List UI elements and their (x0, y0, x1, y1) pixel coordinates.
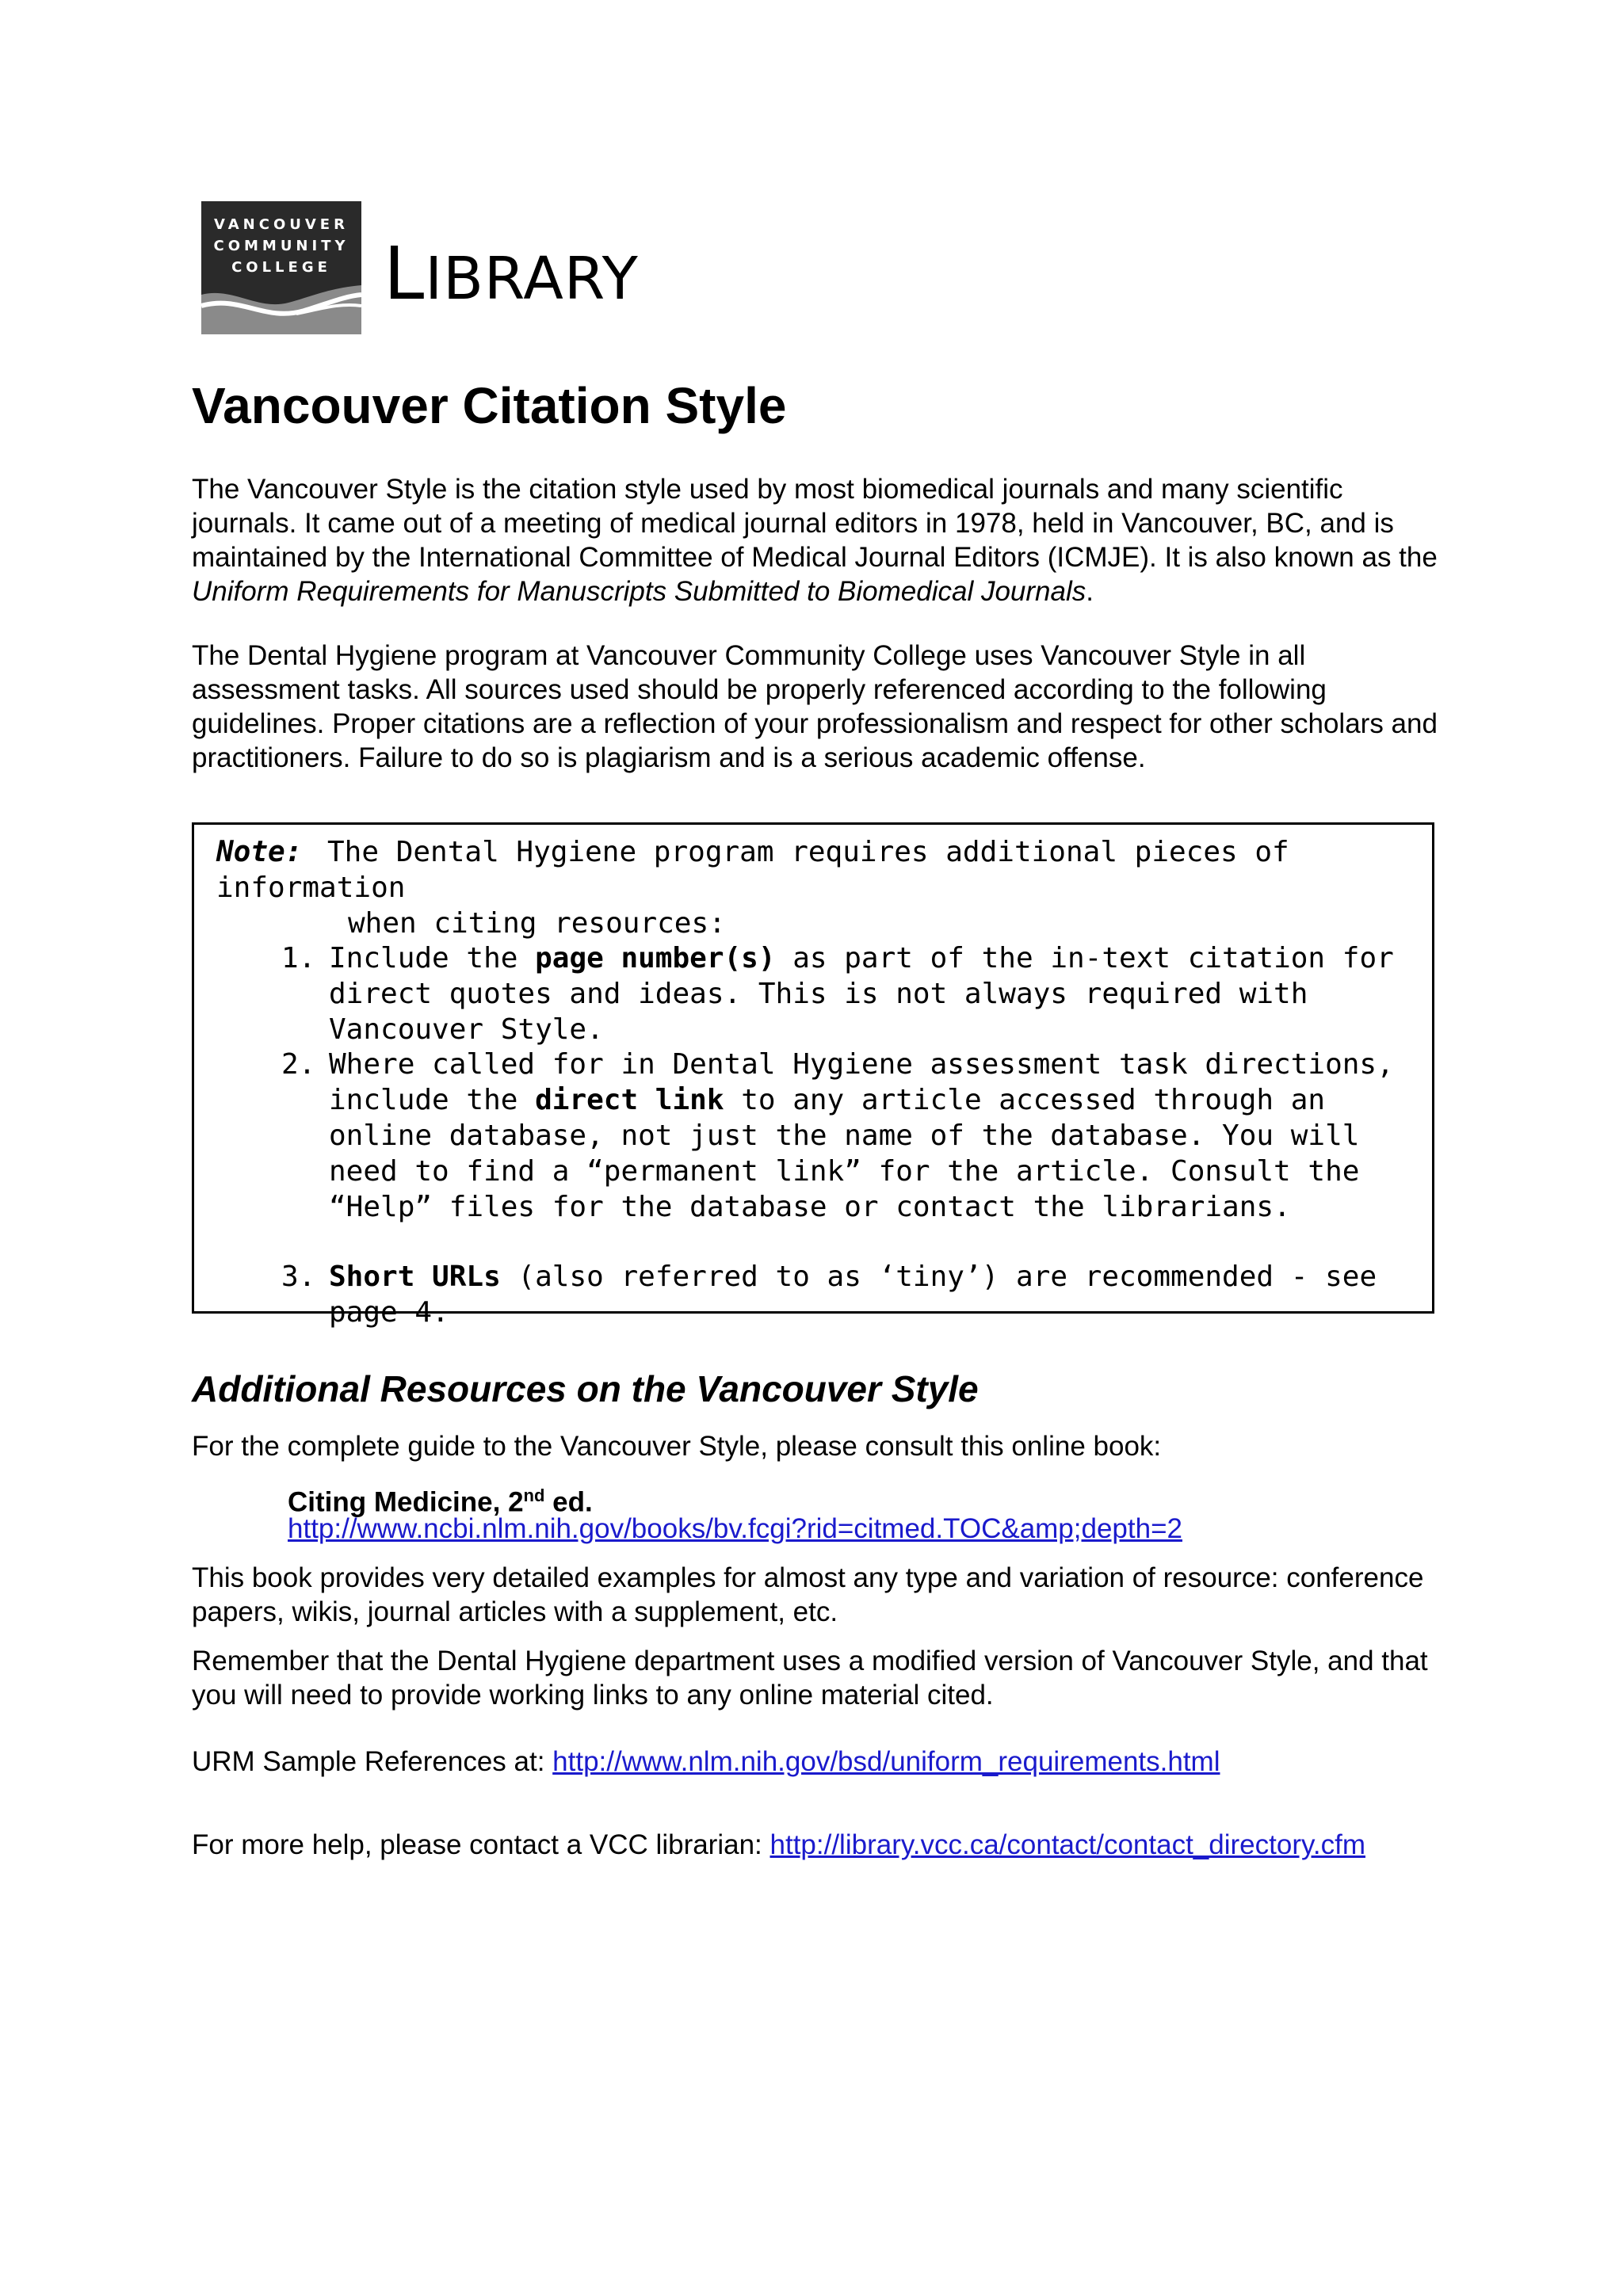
note-list-item: 2. Where called for in Dental Hygiene assessment task directions, include the direct link to any article accessed through an online database, not just the name of the database. You will need to find a “permanent link” for the article. Consult the “Help” files for the database or contact the librarians. (281, 1048, 1394, 1223)
note-list-item: 1. Include the page number(s) as part of the in-text citation for direct quotes and ideas. This is not always required with Vancouver Style. (281, 942, 1394, 1046)
citing-medicine-link[interactable]: http://www.ncbi.nlm.nih.gov/books/bv.fcgi?rid=citmed.TOC&amp;depth=2 (288, 1513, 1182, 1544)
complete-guide-text: For the complete guide to the Vancouver Style, please consult this online book: (192, 1431, 1162, 1462)
note-intro: Note: The Dental Hygiene program requires additional pieces of information when citing resources: (216, 836, 1289, 940)
logo-wave-icon (201, 279, 361, 334)
help-contact: For more help, please contact a VCC librarian: http://library.vcc.ca/contact/contact_directory.cfm (192, 1829, 1365, 1860)
urm-sample-references: URM Sample References at: http://www.nlm.nih.gov/bsd/uniform_requirements.html (192, 1746, 1220, 1777)
note-label: Note: (216, 836, 303, 868)
page-title: Vancouver Citation Style (192, 377, 787, 434)
intro-paragraph-2: The Dental Hygiene program at Vancouver Community College uses Vancouver Style in all assessment tasks. All sources used should be properly referenced according to the following guidelines. Proper citations are a reflection of your professionalism and respect for other scholars and practitioners. Failure to do so is plagiarism and is a serious academic offense. (192, 640, 1438, 773)
urm-link[interactable]: http://www.nlm.nih.gov/bsd/uniform_requirements.html (552, 1746, 1220, 1777)
logo-line-2: COMMUNITY (213, 238, 349, 254)
logo-line-1: VANCOUVER (214, 216, 349, 233)
vcc-library-logo (201, 198, 639, 334)
book-description: This book provides very detailed examples for almost any type and variation of resource: conference papers, wikis, journal articles with a supplement, etc. (192, 1562, 1424, 1627)
library-wordmark: LIBRARY (384, 231, 639, 316)
intro-paragraph-1: The Vancouver Style is the citation style used by most biomedical journals and many scientific journals. It came out of a meeting of medical journal editors in 1978, held in Vancouver, BC, and is maintained by the International Committee of Medical Journal Editors (ICMJE). It is also known as the Uniform Requirements for Manuscripts Submitted to Biomedical Journals. (192, 474, 1438, 607)
vcc-logo-emblem (201, 201, 361, 334)
section-heading: Additional Resources on the Vancouver Style (192, 1368, 979, 1409)
book-title: Citing Medicine, 2nd ed. (288, 1486, 593, 1518)
note-box (192, 822, 1434, 1329)
note-list-item: 3. Short URLs (also referred to as ‘tiny’) are recommended - see page 4. (281, 1261, 1377, 1329)
modified-style-reminder: Remember that the Dental Hygiene department uses a modified version of Vancouver Style, and that you will need to provide working links to any online material cited. (192, 1646, 1428, 1711)
contact-directory-link[interactable]: http://library.vcc.ca/contact/contact_directory.cfm (769, 1829, 1365, 1860)
logo-line-3: COLLEGE (231, 259, 331, 276)
